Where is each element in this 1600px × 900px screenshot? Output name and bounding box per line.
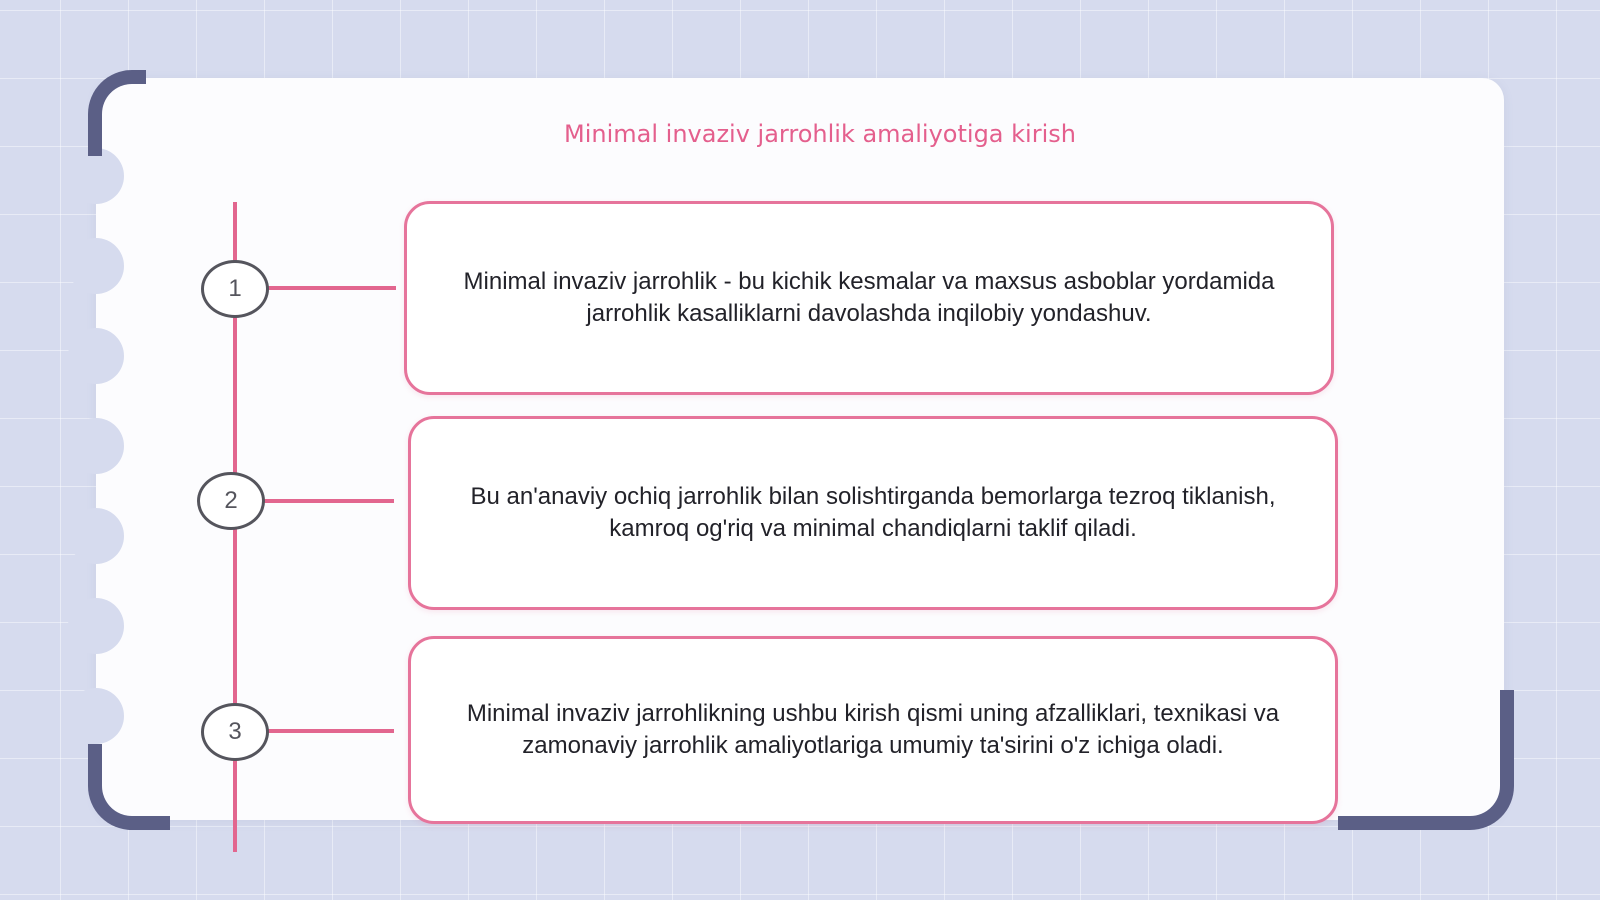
paper-notch	[68, 238, 124, 294]
timeline-connector	[266, 286, 396, 290]
paper-notch	[68, 598, 124, 654]
paper-notch	[68, 508, 124, 564]
step-number-badge: 3	[201, 703, 269, 761]
step-card: Bu an'anaviy ochiq jarrohlik bilan solishtirganda bemorlarga tezroq tiklanish, kamroq og'riq va minimal chandiqlarni taklif qiladi.	[408, 416, 1338, 610]
paper-notch	[68, 418, 124, 474]
step-card: Minimal invaziv jarrohlik - bu kichik kesmalar va maxsus asboblar yordamida jarrohlik kasalliklarni davolashda inqilobiy yondashuv.	[404, 201, 1334, 395]
timeline-connector	[266, 729, 394, 733]
paper-notch	[68, 328, 124, 384]
paper-notch	[68, 688, 124, 744]
corner-bracket-top-left	[88, 70, 146, 156]
timeline-connector	[264, 499, 394, 503]
step-number-badge: 1	[201, 260, 269, 318]
corner-bracket-bottom-right	[1338, 690, 1514, 830]
step-number-badge: 2	[197, 472, 265, 530]
paper-notch	[68, 148, 124, 204]
step-card: Minimal invaziv jarrohlikning ushbu kirish qismi uning afzalliklari, texnikasi va zamonaviy jarrohlik amaliyotlariga umumiy ta'sirini o'z ichiga oladi.	[408, 636, 1338, 824]
corner-bracket-bottom-left	[88, 744, 170, 830]
slide-title: Minimal invaziv jarrohlik amaliyotiga kirish	[564, 120, 1076, 148]
